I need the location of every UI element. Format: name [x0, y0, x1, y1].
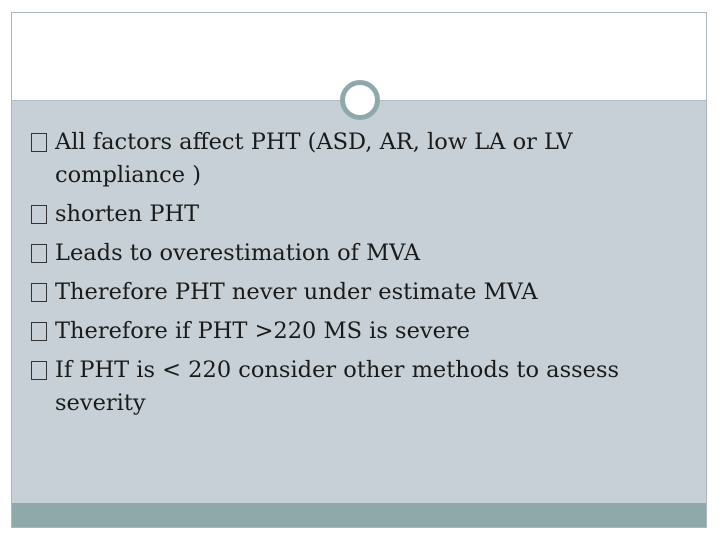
- bullet-list: [30, 126, 670, 426]
- bullet-item: [30, 315, 670, 348]
- missing-glyph-box-icon: [31, 133, 47, 152]
- bullet-text: Therefore if PHT >220 MS is severe: [55, 318, 470, 344]
- bullet-item: [30, 237, 670, 270]
- bullet-text: Leads to overestimation of MVA: [55, 240, 421, 266]
- missing-glyph-box-icon: [31, 283, 47, 302]
- bullet-item: [30, 354, 670, 420]
- missing-glyph-box-icon: [31, 244, 47, 263]
- missing-glyph-box-icon: [31, 322, 47, 341]
- bullet-text: All factors affect PHT (ASD, AR, low LA or LV compliance ): [55, 129, 573, 188]
- bullet-item: [30, 126, 670, 192]
- bullet-text: shorten PHT: [55, 201, 200, 227]
- divider-circle-ornament: [340, 80, 380, 120]
- bullet-text: Therefore PHT never under estimate MVA: [55, 279, 538, 305]
- bullet-item: [30, 198, 670, 231]
- missing-glyph-box-icon: [31, 361, 47, 380]
- bullet-text: If PHT is < 220 consider other methods to assess severity: [55, 357, 620, 416]
- missing-glyph-box-icon: [31, 205, 47, 224]
- bullet-item: [30, 276, 670, 309]
- bottom-accent-band: [12, 503, 706, 527]
